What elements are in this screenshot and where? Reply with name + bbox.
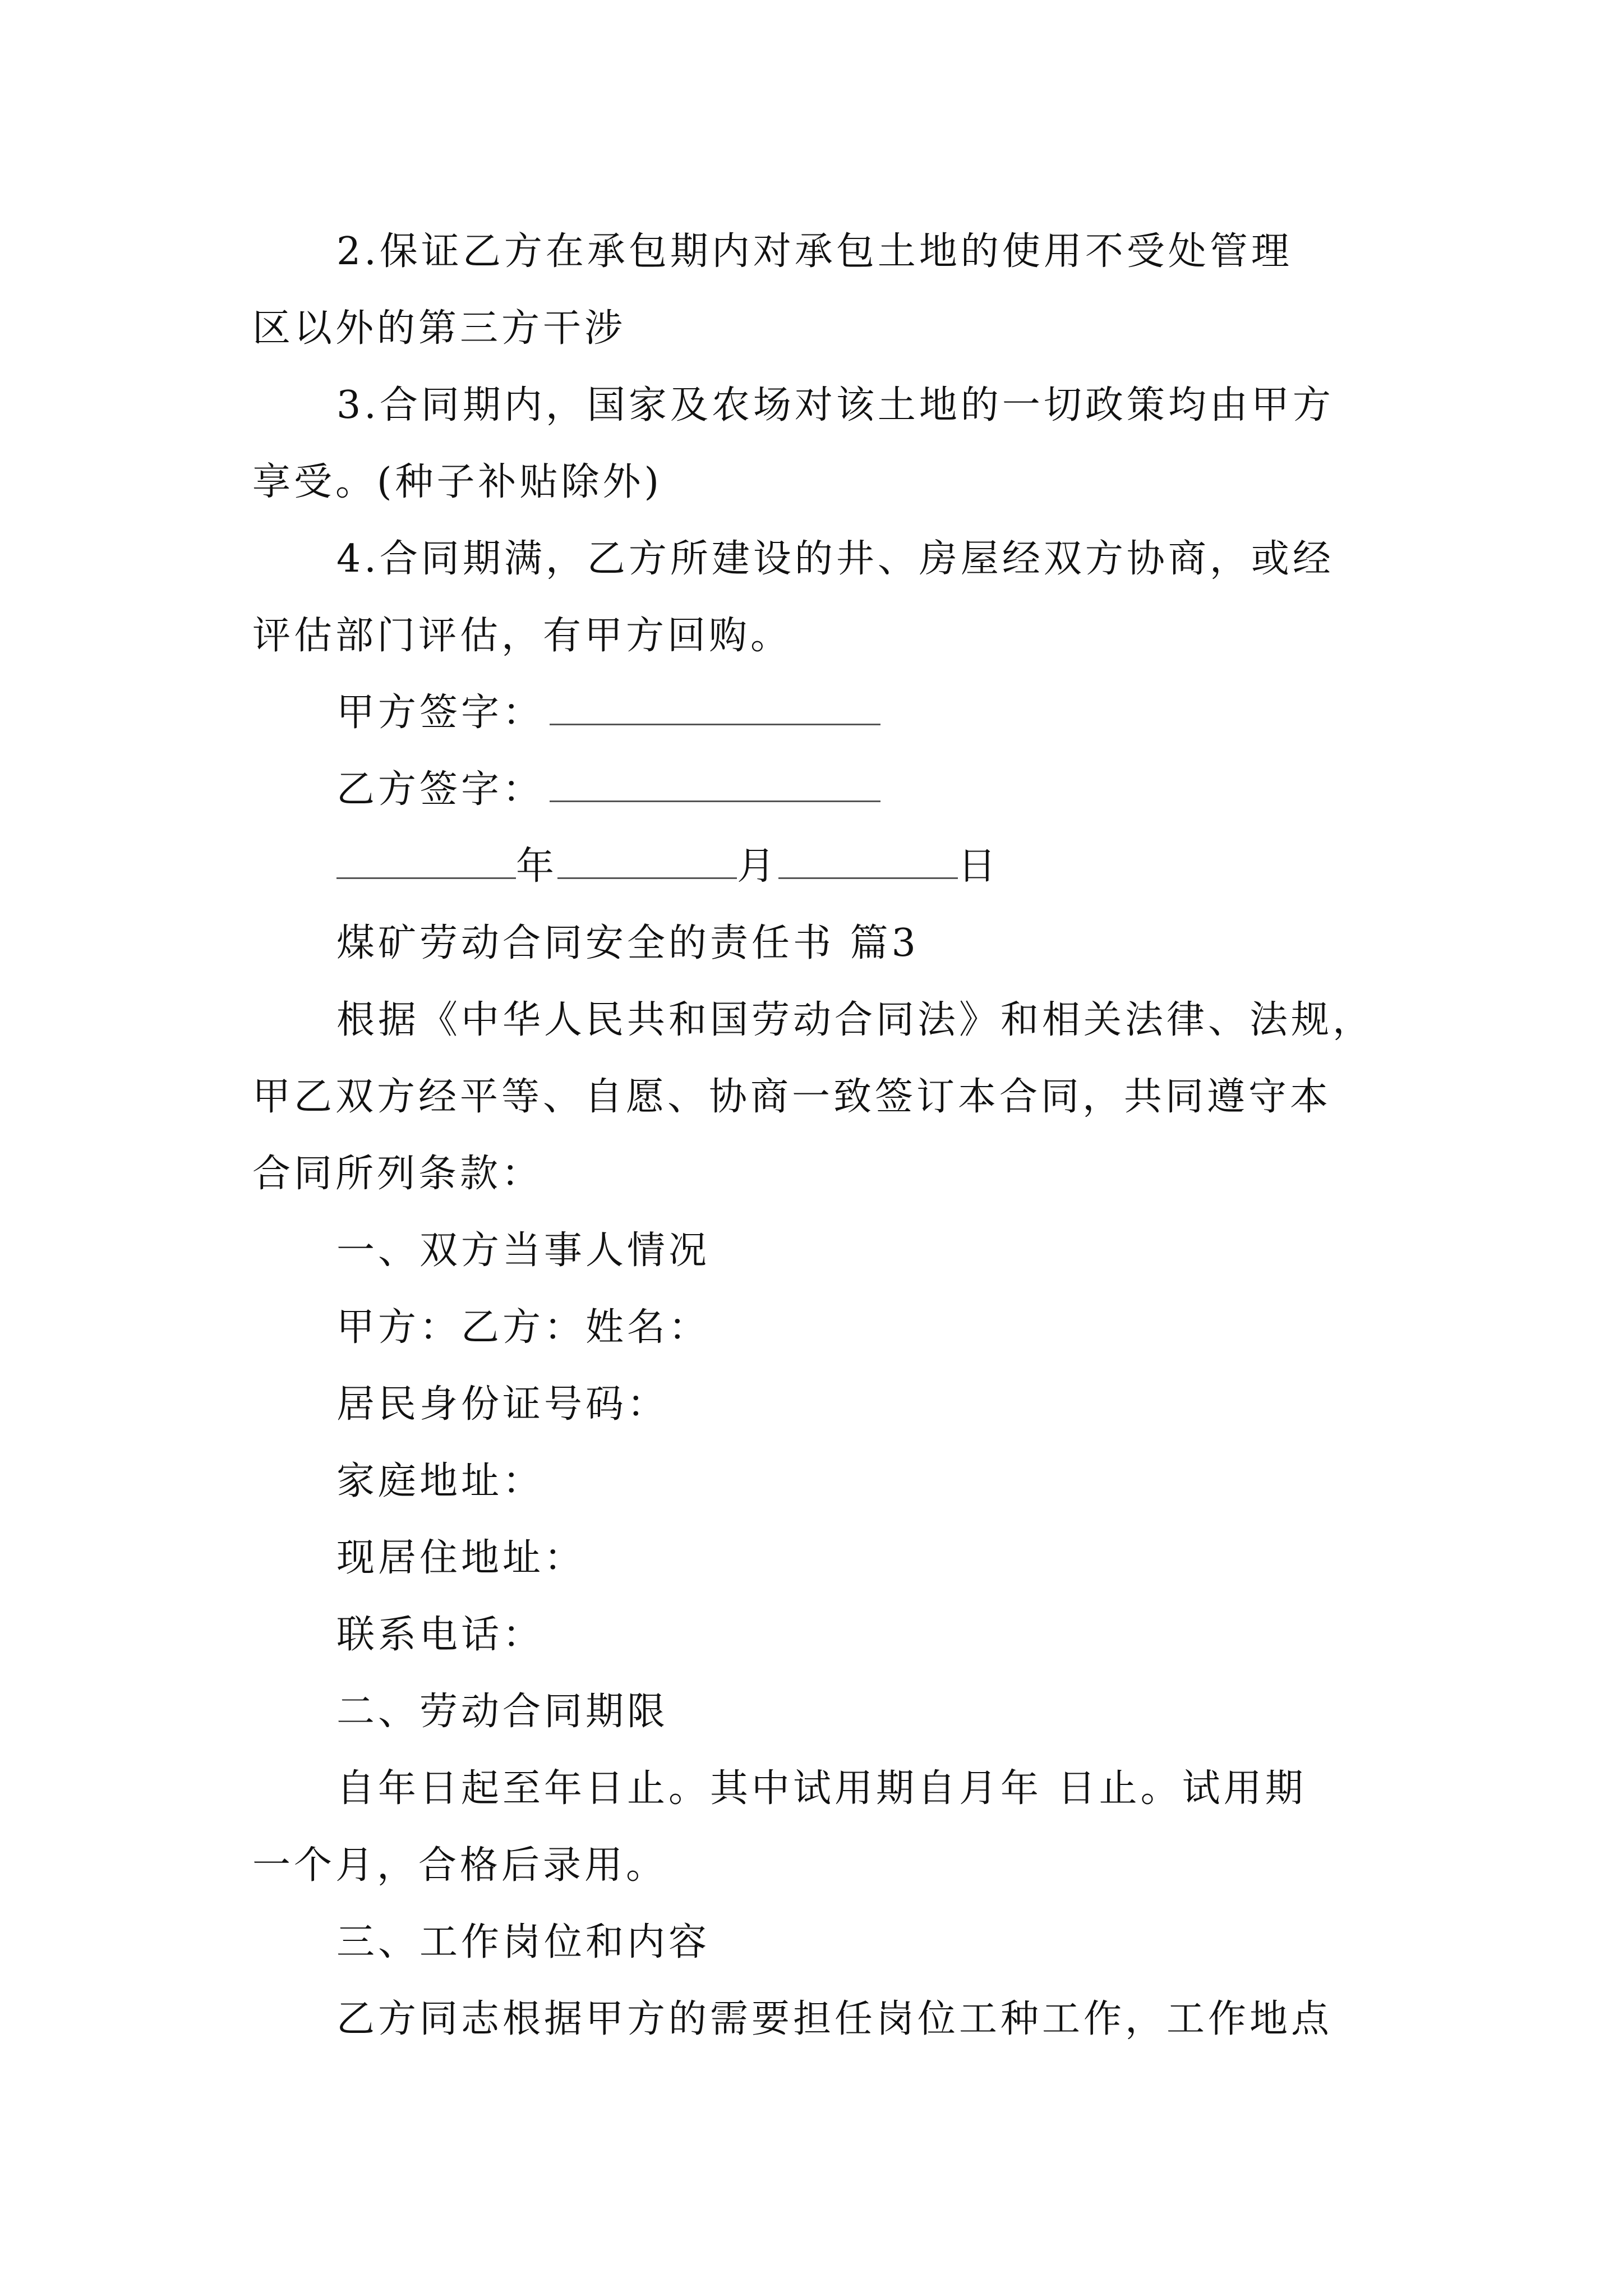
paragraph-line: 家庭地址： <box>336 1459 545 1503</box>
signature-b-row <box>252 751 1385 828</box>
year-label: 年 <box>516 844 558 889</box>
paragraph-line: 4.合同期满，乙方所建设的井、房屋经双方协商，或经 <box>336 537 1334 581</box>
signature-b-label: 乙方签字： <box>336 767 545 812</box>
date-row <box>252 828 1385 905</box>
paragraph-line: 评估部门评估，有甲方回购。 <box>252 614 792 658</box>
paragraph-line: 自年日起至年日止。其中试用期自月年 日止。试用期 <box>336 1766 1307 1811</box>
day-blank[interactable] <box>778 844 958 879</box>
paragraph-line: 根据《中华人民共和国劳动合同法》和相关法律、法规， <box>336 998 1375 1042</box>
paragraph-line: 居民身份证号码： <box>336 1382 669 1427</box>
paragraph-line: 甲乙双方经平等、自愿、协商一致签订本合同，共同遵守本 <box>252 1075 1332 1119</box>
signature-a-blank[interactable] <box>550 690 880 725</box>
clause-heading: 一、双方当事人情况 <box>336 1228 711 1273</box>
paragraph-line: 一个月，合格后录用。 <box>252 1843 668 1888</box>
month-label: 月 <box>737 844 779 889</box>
clause-heading: 三、工作岗位和内容 <box>336 1920 711 1964</box>
paragraph-line: 区以外的第三方干涉 <box>252 306 626 351</box>
signature-a-label: 甲方签字： <box>336 691 545 735</box>
paragraph-line: 甲方：乙方：姓名： <box>336 1305 711 1350</box>
day-label: 日 <box>958 844 1000 889</box>
paragraph-line: 现居住地址： <box>336 1536 586 1580</box>
paragraph-line: 3.合同期内，国家及农场对该土地的一切政策均由甲方 <box>336 383 1334 427</box>
document-page <box>252 213 1385 2058</box>
paragraph-line: 合同所列条款： <box>252 1152 543 1196</box>
paragraph-line: 2.保证乙方在承包期内对承包土地的使用不受处管理 <box>336 229 1293 274</box>
clause-heading: 二、劳动合同期限 <box>336 1690 669 1734</box>
section-title: 煤矿劳动合同安全的责任书 篇3 <box>336 921 919 965</box>
signature-a-row <box>252 674 1385 751</box>
paragraph-line: 乙方同志根据甲方的需要担任岗位工种工作，工作地点 <box>336 1997 1333 2041</box>
paragraph-line: 享受。(种子补贴除外) <box>252 460 663 504</box>
month-blank[interactable] <box>557 844 737 879</box>
signature-b-blank[interactable] <box>550 767 880 802</box>
year-blank[interactable] <box>336 844 516 879</box>
paragraph-line: 联系电话： <box>336 1613 545 1657</box>
